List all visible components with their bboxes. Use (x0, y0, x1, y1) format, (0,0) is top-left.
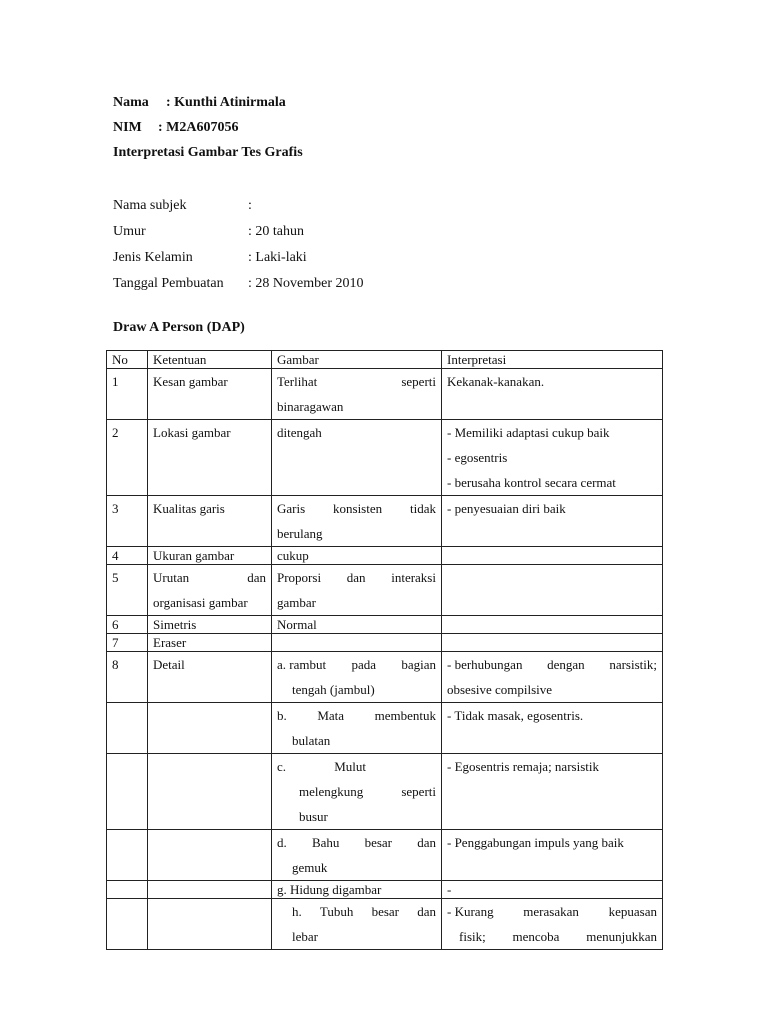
cell-text: binaragawan (277, 399, 344, 414)
row-no: 8 (107, 652, 148, 703)
header-no: No (107, 351, 148, 369)
row-no (107, 754, 148, 830)
row-no (107, 830, 148, 881)
table-header-row (107, 351, 663, 369)
cell-text: - berhubungan (447, 657, 523, 672)
table-row (107, 899, 663, 950)
row-interpretasi (442, 634, 663, 652)
cell-text: konsisten (333, 501, 383, 516)
cell-text: berulang (277, 526, 323, 541)
cell-text: melengkung (299, 784, 364, 799)
row-interpretasi: Kekanak-kanakan. (442, 369, 663, 420)
subject-gender-label: Jenis Kelamin (113, 250, 193, 265)
row-no (107, 703, 148, 754)
row-gambar: cukup (272, 547, 442, 565)
row-interpretasi (442, 616, 663, 634)
row-no: 1 (107, 369, 148, 420)
row-gambar (272, 830, 442, 881)
cell-text: Proporsi (277, 570, 322, 585)
row-gambar (272, 754, 442, 830)
row-ketentuan: Eraser (148, 634, 272, 652)
table-row (107, 496, 663, 547)
row-interpretasi (442, 899, 663, 950)
row-ketentuan (148, 754, 272, 830)
cell-text: seperti (401, 374, 436, 389)
cell-text: Terlihat (277, 374, 318, 389)
header-gambar: Gambar (272, 351, 442, 369)
dap-table (106, 350, 663, 950)
cell-text: dan (417, 904, 436, 919)
row-gambar (272, 369, 442, 420)
row-gambar (272, 496, 442, 547)
row-interpretasi (442, 565, 663, 616)
name-label: Nama (113, 95, 149, 110)
subject-age-line (113, 219, 363, 245)
table-row (107, 703, 663, 754)
row-gambar: g. Hidung digambar (272, 881, 442, 899)
subject-name-line (113, 193, 363, 219)
cell-text: tengah (jambul) (292, 682, 375, 697)
cell-text: dengan (547, 657, 585, 672)
row-no (107, 899, 148, 950)
cell-text: dan (247, 570, 266, 585)
row-no: 7 (107, 634, 148, 652)
subject-info (113, 193, 363, 297)
subject-date-line (113, 271, 363, 297)
table-row (107, 754, 663, 830)
cell-text: gemuk (292, 860, 328, 875)
row-gambar (272, 703, 442, 754)
row-ketentuan (148, 703, 272, 754)
row-gambar (272, 652, 442, 703)
cell-text: organisasi gambar (153, 595, 248, 610)
row-interpretasi: - Penggabungan impuls yang baik (442, 830, 663, 881)
interp-line: - Memiliki adaptasi cukup baik (447, 425, 610, 440)
subject-age-label: Umur (113, 224, 146, 239)
cell-text: b. (277, 708, 287, 723)
cell-text: d. (277, 835, 287, 850)
table-row (107, 634, 663, 652)
row-ketentuan: Simetris (148, 616, 272, 634)
nim-label: NIM (113, 120, 142, 135)
row-gambar (272, 899, 442, 950)
subject-name-label: Nama subjek (113, 198, 187, 213)
cell-text: Urutan (153, 570, 190, 585)
interp-line: - egosentris (447, 450, 508, 465)
cell-text: gambar (277, 595, 316, 610)
row-interpretasi: - Egosentris remaja; narsistik (442, 754, 663, 830)
cell-text: fisik; (459, 929, 486, 944)
row-ketentuan (148, 565, 272, 616)
interp-line: - berusaha kontrol secara cermat (447, 475, 616, 490)
table-row (107, 830, 663, 881)
name-line (113, 90, 303, 115)
cell-text: a. rambut (277, 657, 327, 672)
cell-text: Bahu (311, 835, 340, 850)
cell-text: membentuk (374, 708, 436, 723)
row-interpretasi (442, 420, 663, 496)
row-gambar: ditengah (272, 420, 442, 496)
cell-text: bagian (401, 657, 436, 672)
subject-name-value: : (248, 198, 252, 213)
cell-text: Mata (317, 708, 345, 723)
subject-gender-value: : Laki-laki (248, 250, 307, 265)
subject-date-label: Tanggal Pembuatan (113, 276, 224, 291)
cell-text: interaksi (391, 570, 436, 585)
row-no: 4 (107, 547, 148, 565)
cell-text: tidak (409, 501, 436, 516)
row-interpretasi (442, 652, 663, 703)
row-gambar (272, 565, 442, 616)
row-ketentuan: Detail (148, 652, 272, 703)
name-value: : Kunthi Atinirmala (166, 95, 286, 110)
row-no: 2 (107, 420, 148, 496)
cell-text: besar (364, 835, 393, 850)
table-row (107, 369, 663, 420)
cell-text: menunjukkan (586, 929, 657, 944)
cell-text: h. (292, 904, 302, 919)
cell-text: Tubuh (319, 904, 354, 919)
row-interpretasi: - Tidak masak, egosentris. (442, 703, 663, 754)
cell-text: Mulut (334, 759, 366, 774)
row-gambar (272, 634, 442, 652)
student-header (113, 90, 303, 165)
table-row (107, 565, 663, 616)
subject-age-value: : 20 tahun (248, 224, 304, 239)
header-interpretasi: Interpretasi (442, 351, 663, 369)
row-gambar: Normal (272, 616, 442, 634)
section-title: Draw A Person (DAP) (113, 320, 245, 335)
row-interpretasi (442, 547, 663, 565)
row-no (107, 881, 148, 899)
row-ketentuan (148, 830, 272, 881)
table-row (107, 616, 663, 634)
document-title: Interpretasi Gambar Tes Grafis (113, 145, 303, 160)
header-ketentuan: Ketentuan (148, 351, 272, 369)
cell-text: obsesive compilsive (447, 682, 553, 697)
cell-text: lebar (292, 929, 318, 944)
row-interpretasi: - (442, 881, 663, 899)
cell-text: kepuasan (608, 904, 657, 919)
cell-text: c. (277, 759, 287, 774)
table-row (107, 420, 663, 496)
cell-text: mencoba (512, 929, 560, 944)
cell-text: busur (299, 809, 328, 824)
cell-text: bulatan (292, 733, 331, 748)
nim-line (113, 115, 303, 140)
subject-gender-line (113, 245, 363, 271)
cell-text: narsistik; (609, 657, 657, 672)
cell-text: seperti (401, 784, 436, 799)
row-interpretasi: - penyesuaian diri baik (442, 496, 663, 547)
nim-value: : M2A607056 (158, 120, 239, 135)
row-no: 5 (107, 565, 148, 616)
cell-text: merasakan (523, 904, 579, 919)
cell-text: dan (417, 835, 436, 850)
cell-text: pada (351, 657, 376, 672)
row-ketentuan: Ukuran gambar (148, 547, 272, 565)
row-no: 6 (107, 616, 148, 634)
table-row (107, 652, 663, 703)
row-ketentuan: Kualitas garis (148, 496, 272, 547)
row-no: 3 (107, 496, 148, 547)
cell-text: dan (346, 570, 366, 585)
cell-text: besar (371, 904, 400, 919)
row-ketentuan: Lokasi gambar (148, 420, 272, 496)
table-row (107, 881, 663, 899)
row-ketentuan: Kesan gambar (148, 369, 272, 420)
row-ketentuan (148, 881, 272, 899)
cell-text: - Kurang (447, 904, 494, 919)
row-ketentuan (148, 899, 272, 950)
table-row (107, 547, 663, 565)
subject-date-value: : 28 November 2010 (248, 276, 364, 291)
cell-text: Garis (277, 501, 306, 516)
